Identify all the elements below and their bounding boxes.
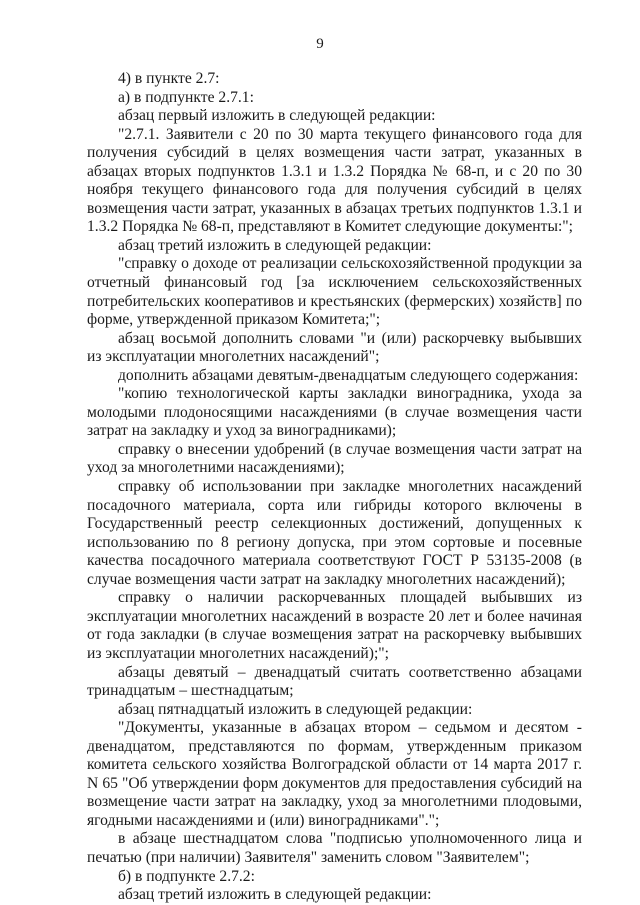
- paragraph: б) в подпункте 2.7.2:: [118, 867, 255, 885]
- paragraph: справку об использовании при закладке многолетних насаждений посадочного материала, сорта или гибриды которого включены в Государственный реестр селекционных достижений, допущенных к использованию по 8 региону допуска, при этом сортовые и посевные качества посадочного материала соответствуют ГОСТ Р 53135-2008 (в случае возмещения части затрат на закладку многолетних насаждений);: [87, 478, 582, 588]
- paragraph: абзац первый изложить в следующей редакции:: [118, 107, 436, 125]
- paragraph: абзац третий изложить в следующей редакции:: [118, 886, 432, 904]
- paragraph: справку о наличии раскорчеванных площадей выбывших из эксплуатации многолетних насаждений в возрасте 20 лет и более начиная от года закладки (в случае возмещения затрат на раскорчевку выбывших из эксплуатации многолетних насаждений);";: [87, 589, 582, 662]
- paragraph: "2.7.1. Заявители с 20 по 30 марта текущего финансового года для получения субсидий в целях возмещения части затрат, указанных в абзацах вторых подпунктов 1.3.1 и 1.3.2 Порядка № 68-п, и с 20 по 30 ноября текущего финансового года для получения субсидий в целях возмещения части затрат, указанных в абзацах третьих подпунктов 1.3.1 и 1.3.2 Порядка № 68-п, представляют в Комитет следующие документы:";: [87, 125, 582, 236]
- document-body: [87, 70, 582, 905]
- paragraph: дополнить абзацами девятым-двенадцатым следующего содержания:: [118, 366, 579, 384]
- paragraph: "Документы, указанные в абзацах втором – седьмом и десятом - двенадцатом, представляются по формам, утвержденным приказом комитета сельского хозяйства Волгоградской области от 14 марта 2017 г. N 65 "Об утверждении форм документов для предоставления субсидий на возмещение части затрат на закладку, уход за многолетними плодовыми, ягодными насаждениями и (или) виноградниками".";: [87, 719, 582, 829]
- paragraph: абзацы девятый – двенадцатый считать соответственно абзацами тринадцатым – шестнадцатым;: [87, 663, 582, 700]
- paragraph: "копию технологической карты закладки виноградника, ухода за молодыми плодоносящими насаждениями (в случае возмещения части затрат на закладку и уход за виноградниками);: [87, 385, 582, 440]
- paragraph: справку о внесении удобрений (в случае возмещения части затрат на уход за многолетними насаждениями);: [87, 440, 582, 477]
- page-number: 9: [316, 36, 324, 52]
- paragraph: абзац третий изложить в следующей редакции:: [118, 236, 432, 254]
- paragraph: 4) в пункте 2.7:: [118, 70, 220, 87]
- paragraph: "справку о доходе от реализации сельскохозяйственной продукции за отчетный финансовый год [за исключением сельскохозяйственных потребительских кооперативов и крестьянских (фермерских) хозяйств] по форме, утвержденной приказом Комитета;";: [87, 255, 582, 329]
- paragraph: в абзаце шестнадцатом слова "подписью уполномоченного лица и печатью (при наличии) Заявителя" заменить словом "Заявителем";: [87, 830, 582, 866]
- paragraph: абзац восьмой дополнить словами "и (или) раскорчевку выбывших из эксплуатации многолетних насаждений";: [87, 329, 582, 366]
- paragraph: а) в подпункте 2.7.1:: [118, 88, 254, 106]
- paragraph: абзац пятнадцатый изложить в следующей редакции:: [118, 700, 473, 718]
